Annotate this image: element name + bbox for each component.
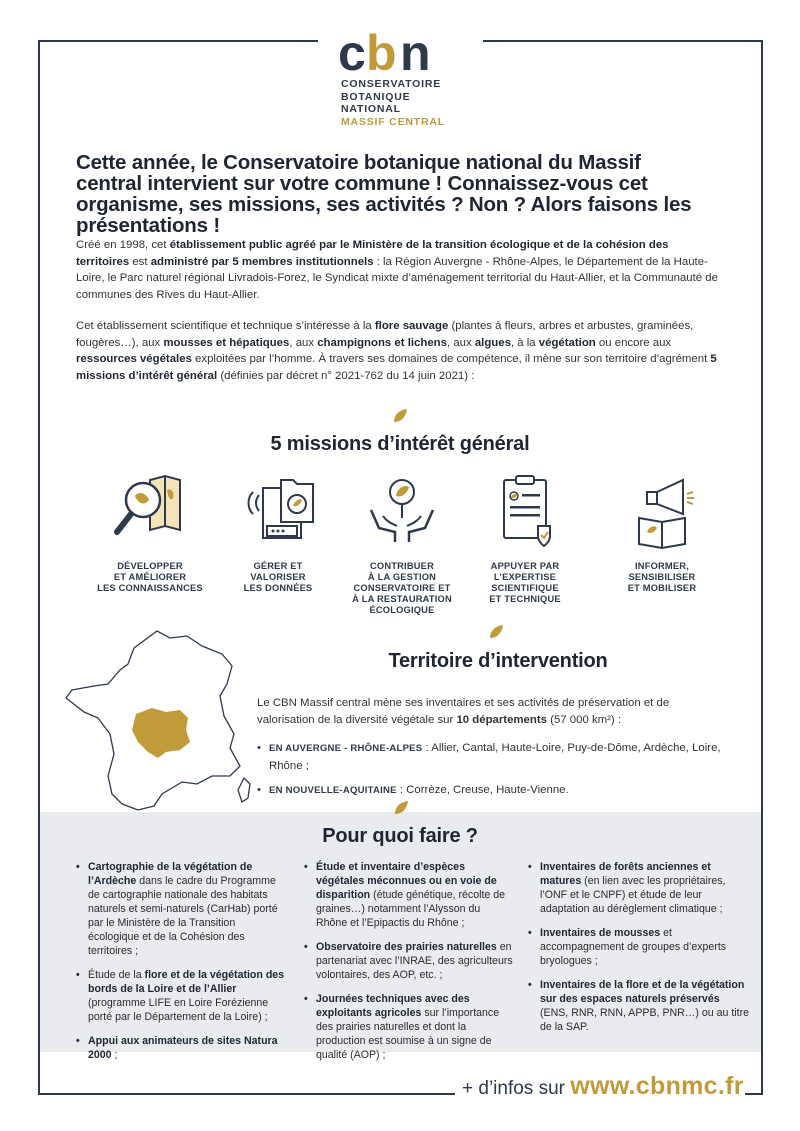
list-item: • Étude de la flore et de la végétation des bords de la Loire et de l’Allier (programme LIFE en Loire Forézienne porté par le Département de la Loire) ; bbox=[76, 968, 286, 1024]
svg-text:c: c bbox=[338, 25, 363, 78]
list-item: • Inventaires de forêts anciennes et matures (en lien avec les propriétaires, l’ONF et le CNPF) et étude de leur adaptation au dérèglement climatique ; bbox=[528, 860, 750, 916]
leaf-ornament-icon bbox=[393, 800, 409, 816]
region-name: EN AUVERGNE - RHÔNE-ALPES bbox=[269, 743, 423, 754]
missions-row bbox=[85, 470, 725, 620]
mission-label: GÉRER ET VALORISER LES DONNÉES bbox=[243, 561, 313, 593]
region-departments: : Allier, Cantal, Haute-Loire, Puy-de-Dôme, Ardèche, Loire, Rhône ; bbox=[269, 742, 721, 772]
mission-item-informer bbox=[597, 470, 727, 594]
mission-item-expertise bbox=[460, 470, 590, 605]
megaphone-book-icon bbox=[617, 470, 707, 555]
intro-paragraph-1: Créé en 1998, cet établissement public agréé par le Ministère de la transition écologique et de la cohésion des territoires est administré par 5 membres institutionnels : la Région Auvergne - Rhône-Alpes, le Département de la Haute-Loire, le Parc naturel régional Livradois-Forez, le Syndicat mixte d’aménagement territorial du Haut-Allier, et la Communauté de communes des Rives du Haut-Allier. bbox=[76, 239, 718, 301]
footer-text: + d’infos sur bbox=[462, 1078, 571, 1099]
territory-intro: Le CBN Massif central mène ses inventaires et ses activités de préservation et de valorisation de la diversité végétale sur 10 départements (57 000 km²) : bbox=[257, 697, 670, 726]
list-item: • Observatoire des prairies naturelles en partenariat avec l’INRAE, des agriculteurs volontaires, des AOP, etc. ; bbox=[304, 940, 514, 982]
list-item: • Journées techniques avec des exploitants agricoles sur l’importance des prairies naturelles et dont la production est soumise à un signe de qualité (AOP) ; bbox=[304, 992, 514, 1062]
mission-label: APPUYER PAR L’EXPERTISE SCIENTIFIQUE ET TECHNIQUE bbox=[489, 561, 561, 604]
logo-line-1: CONSERVATOIRE bbox=[341, 78, 442, 90]
missions-title: 5 missions d’intérêt général bbox=[270, 433, 530, 455]
magnifier-map-icon bbox=[105, 470, 195, 555]
list-item: • Appui aux animateurs de sites Natura 2000 ; bbox=[76, 1034, 286, 1062]
svg-text:n: n bbox=[400, 25, 428, 78]
pourquoi-column-1 bbox=[76, 860, 286, 1072]
list-item: • Cartographie de la végétation de l’Ardèche dans le cadre du Programme de cartographie nationale des habitats naturels et semi-naturels (CarHab) porté par le Ministère de la Transition écologique et de la Cohésion des territoires ; bbox=[76, 860, 286, 958]
pourquoi-column-2 bbox=[304, 860, 514, 1072]
svg-text:b: b bbox=[366, 25, 394, 78]
data-folder-icon bbox=[233, 470, 323, 555]
cbn-logo bbox=[330, 22, 470, 128]
list-item: • Inventaires de la flore et de la végétation sur des espaces naturels préservés (ENS, RNR, RNN, APPB, PNR…) ou au titre de la SAP. bbox=[528, 978, 750, 1034]
logo-line-3: MASSIF CENTRAL bbox=[341, 115, 445, 128]
territory-region-item bbox=[257, 782, 747, 800]
website-link[interactable]: www.cbnmc.fr bbox=[570, 1072, 744, 1100]
clipboard-check-icon bbox=[480, 470, 570, 555]
list-item: • Inventaires de mousses et accompagnement de groupes d’experts bryologues ; bbox=[528, 926, 750, 968]
footer bbox=[462, 1072, 744, 1101]
intro-paragraph-2: Cet établissement scientifique et technique s’intéresse à la flore sauvage (plantes à fleurs, arbres et arbustes, graminées, fougères…), aux mousses et hépatiques, aux champignons et lichens, aux algues, à la végétation ou encore aux ressources végétales exploitées par l’homme. À travers ses domaines de compétence, il mène sur son territoire d’agrément 5 missions d’intérêt général (définies par décret n° 2021-762 du 14 juin 2021) : bbox=[76, 320, 717, 382]
list-item: • Étude et inventaire d’espèces végétales méconnues ou en voie de disparition (étude génétique, récolte de graines…) notamment l’Alysson du Rhône et l’Epipactis du Rhône ; bbox=[304, 860, 514, 930]
mission-item-donnees bbox=[213, 470, 343, 594]
logo-line-2: BOTANIQUE NATIONAL bbox=[341, 90, 411, 115]
cbn-wordmark-icon bbox=[330, 22, 470, 78]
region-name: EN NOUVELLE-AQUITAINE bbox=[269, 785, 397, 796]
mission-label: DÉVELOPPER ET AMÉLIORER LES CONNAISSANCES bbox=[97, 561, 203, 593]
mission-label: CONTRIBUER À LA GESTION CONSERVATOIRE ET À LA RESTAURATION ÉCOLOGIQUE bbox=[352, 561, 452, 615]
pourquoi-column-3 bbox=[528, 860, 750, 1044]
leaf-ornament-icon bbox=[488, 624, 504, 640]
headline: Cette année, le Conservatoire botanique national du Massif central intervient sur votre commune ! Connaissez-vous cet organisme, ses missions, ses activités ? Non ? Alors faisons les présentations ! bbox=[76, 151, 692, 237]
mission-item-gestion bbox=[337, 470, 467, 616]
france-map-icon bbox=[62, 626, 257, 816]
leaf-ornament-icon bbox=[392, 408, 408, 424]
territory-region-item bbox=[257, 740, 747, 774]
region-departments: : Corrèze, Creuse, Haute-Vienne. bbox=[396, 784, 569, 796]
mission-label: INFORMER, SENSIBILISER ET MOBILISER bbox=[627, 561, 697, 593]
hands-plant-icon bbox=[357, 470, 447, 555]
territory-title: Territoire d’intervention bbox=[388, 650, 608, 672]
pourquoi-title: Pour quoi faire ? bbox=[322, 825, 478, 847]
mission-item-connaissances bbox=[85, 470, 215, 594]
territory-regions bbox=[257, 740, 747, 808]
